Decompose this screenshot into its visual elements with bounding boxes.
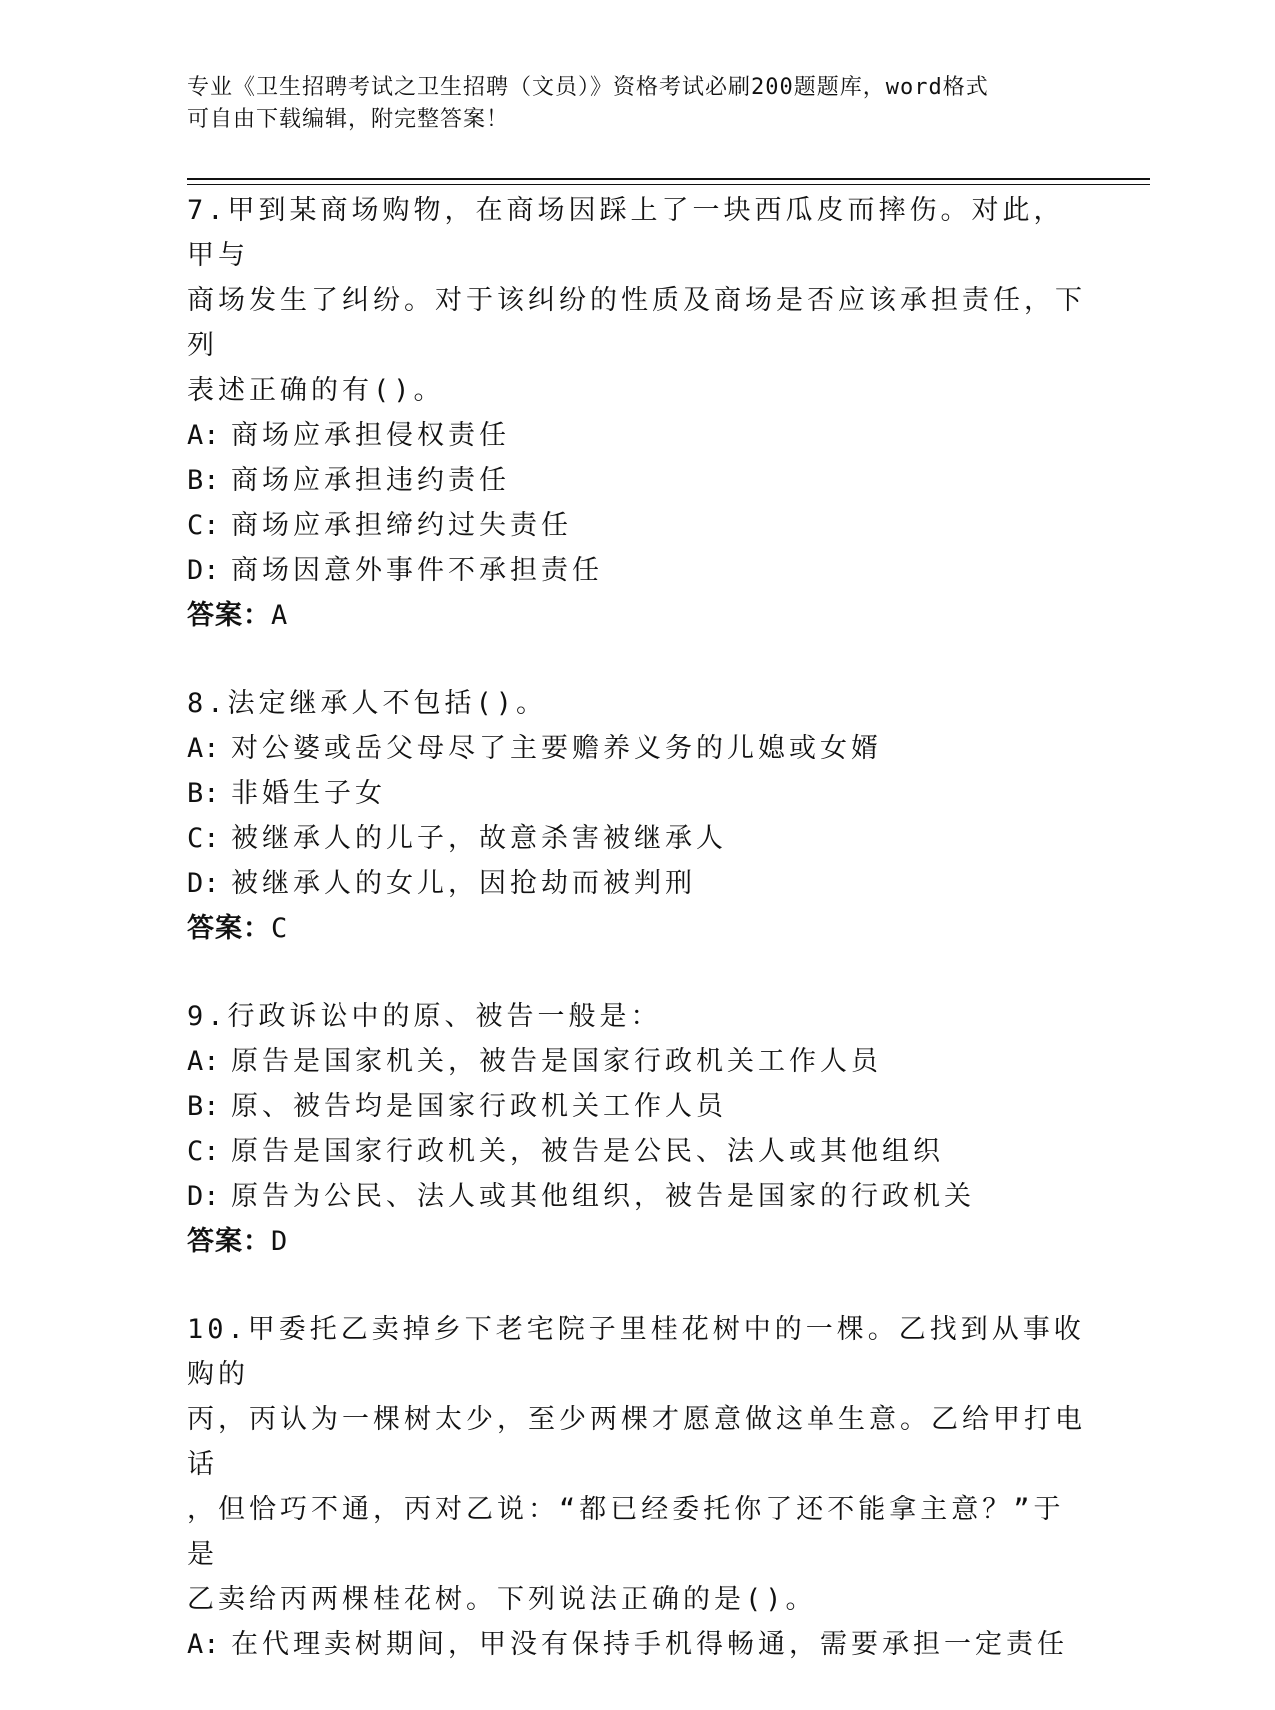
answer-label: 答案： xyxy=(187,913,271,944)
question-7 xyxy=(187,188,1087,638)
option-letter: A: xyxy=(187,1046,220,1077)
option-letter: A: xyxy=(187,733,220,764)
answer xyxy=(187,1219,1087,1264)
answer xyxy=(187,906,1087,951)
header-rule-thick xyxy=(187,178,1150,180)
question-stem-line: 商场发生了纠纷。对于该纠纷的性质及商场是否应该承担责任，下列 xyxy=(187,285,1086,361)
option-c xyxy=(187,503,1087,548)
option-d xyxy=(187,861,1087,906)
question-stem-line: 8.法定继承人不包括()。 xyxy=(187,688,548,719)
option-text: 原告为公民、法人或其他组织，被告是国家的行政机关 xyxy=(231,1181,975,1212)
header-line-2: 可自由下载编辑，附完整答案！ xyxy=(187,107,510,132)
answer-label: 答案： xyxy=(187,1226,271,1257)
option-letter: B: xyxy=(187,465,220,496)
option-letter: B: xyxy=(187,778,220,809)
question-stem-line: ，但恰巧不通，丙对乙说：“都已经委托你了还不能拿主意？”于是 xyxy=(187,1494,1065,1570)
document-header xyxy=(187,72,1087,136)
option-text: 原告是国家机关，被告是国家行政机关工作人员 xyxy=(231,1046,882,1077)
header-rule-thin xyxy=(187,184,1150,185)
option-text: 对公婆或岳父母尽了主要赡养义务的儿媳或女婿 xyxy=(231,733,882,764)
answer-label: 答案： xyxy=(187,600,271,631)
option-letter: A: xyxy=(187,420,220,451)
option-text: 原告是国家行政机关，被告是公民、法人或其他组织 xyxy=(231,1136,944,1167)
option-text: 被继承人的儿子，故意杀害被继承人 xyxy=(231,823,727,854)
option-a xyxy=(187,413,1087,458)
option-letter: B: xyxy=(187,1091,220,1122)
question-stem-line: 9.行政诉讼中的原、被告一般是： xyxy=(187,1001,662,1032)
header-line-1: 专业《卫生招聘考试之卫生招聘（文员）》资格考试必刷200题题库，word格式 xyxy=(187,75,989,100)
question-9 xyxy=(187,994,1087,1264)
option-a xyxy=(187,726,1087,771)
question-8 xyxy=(187,681,1087,951)
option-d xyxy=(187,548,1087,593)
option-a xyxy=(187,1039,1087,1084)
option-b xyxy=(187,771,1087,816)
option-c xyxy=(187,816,1087,861)
question-stem-line: 丙，丙认为一棵树太少，至少两棵才愿意做这单生意。乙给甲打电话 xyxy=(187,1404,1086,1480)
option-text: 商场应承担违约责任 xyxy=(231,465,510,496)
option-letter: D: xyxy=(187,868,220,899)
option-text: 商场因意外事件不承担责任 xyxy=(231,555,603,586)
option-text: 被继承人的女儿，因抢劫而被判刑 xyxy=(231,868,696,899)
option-letter: C: xyxy=(187,823,220,854)
answer-value: C xyxy=(271,913,289,944)
option-c xyxy=(187,1129,1087,1174)
question-list xyxy=(187,188,1087,1710)
answer-value: D xyxy=(271,1226,289,1257)
question-stem-line: 表述正确的有()。 xyxy=(187,375,445,406)
option-letter: C: xyxy=(187,510,220,541)
question-stem-line: 7.甲到某商场购物，在商场因踩上了一块西瓜皮而摔伤。对此，甲与 xyxy=(187,195,1065,271)
answer-value: A xyxy=(271,600,289,631)
option-b xyxy=(187,1084,1087,1129)
option-text: 商场应承担缔约过失责任 xyxy=(231,510,572,541)
option-d xyxy=(187,1174,1087,1219)
option-letter: A: xyxy=(187,1629,220,1660)
option-letter: C: xyxy=(187,1136,220,1167)
option-text: 在代理卖树期间，甲没有保持手机得畅通，需要承担一定责任 xyxy=(231,1629,1068,1660)
answer xyxy=(187,593,1087,638)
question-10 xyxy=(187,1307,1087,1667)
option-text: 商场应承担侵权责任 xyxy=(231,420,510,451)
option-text: 非婚生子女 xyxy=(231,778,386,809)
question-stem-line: 10.甲委托乙卖掉乡下老宅院子里桂花树中的一棵。乙找到从事收购的 xyxy=(187,1314,1085,1390)
option-text: 原、被告均是国家行政机关工作人员 xyxy=(231,1091,727,1122)
option-letter: D: xyxy=(187,1181,220,1212)
option-b xyxy=(187,458,1087,503)
option-a xyxy=(187,1622,1087,1667)
option-letter: D: xyxy=(187,555,220,586)
question-stem-line: 乙卖给丙两棵桂花树。下列说法正确的是()。 xyxy=(187,1584,817,1615)
